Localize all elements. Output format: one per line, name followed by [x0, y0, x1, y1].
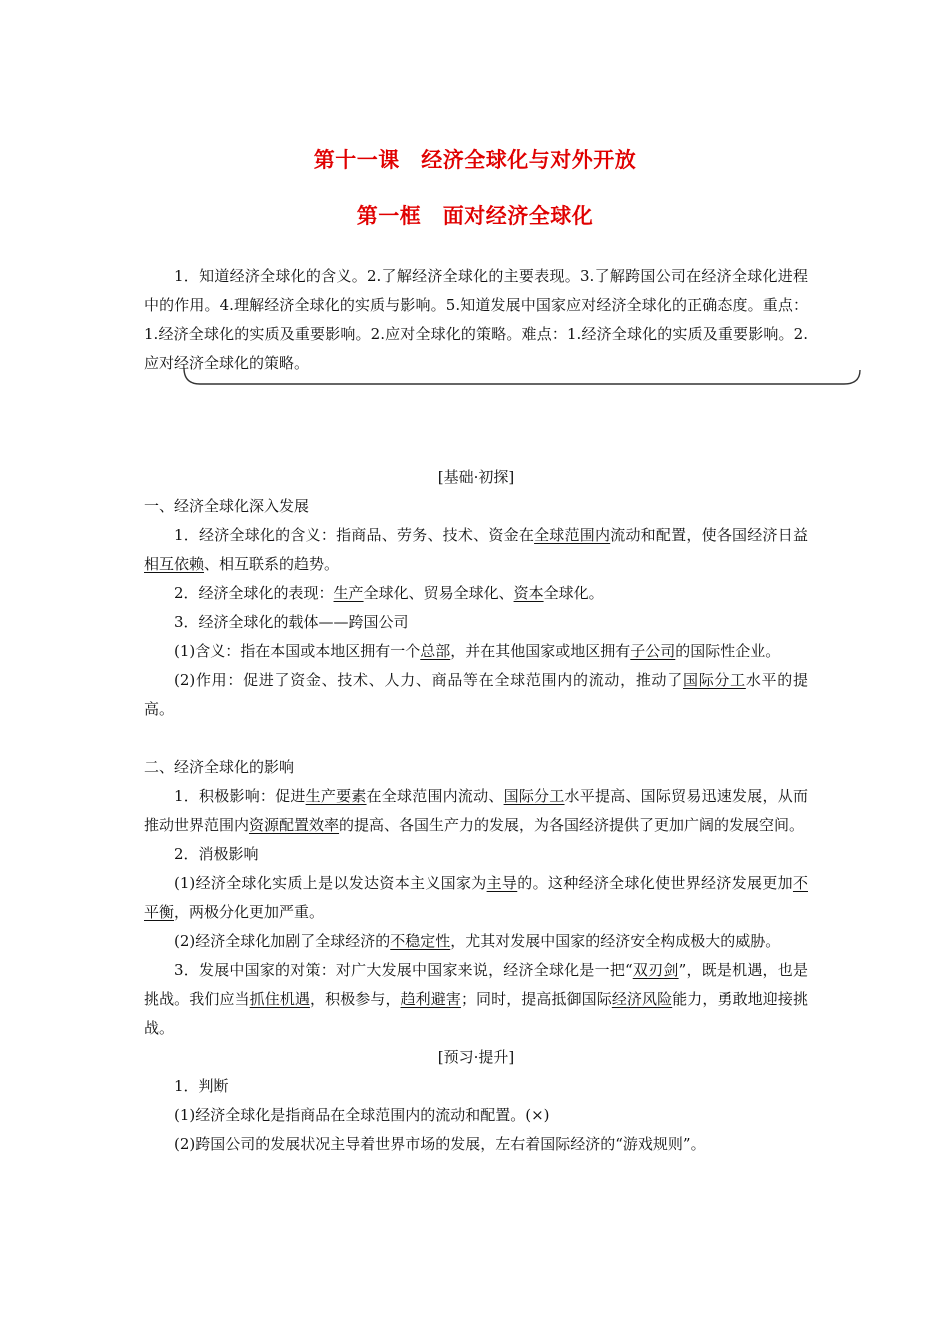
part1-definition: 1．经济全球化的含义：指商品、劳务、技术、资金在全球范围内流动和配置，使各国经济日益相互依赖、相互联系的趋势。 — [144, 526, 808, 573]
blank-answer: 抓住机遇 — [249, 990, 311, 1008]
part1-meaning: (1)含义：指在本国或本地区拥有一个总部，并在其他国家或地区拥有子公司的国际性企业。 — [174, 642, 781, 660]
blank-answer: 主导 — [486, 874, 518, 892]
blank-answer: 子公司 — [630, 642, 676, 660]
objectives-bracket — [180, 366, 864, 392]
main-content — [144, 463, 808, 1159]
blank-answer: 国际分工 — [682, 671, 746, 689]
part1-heading: 一、经济全球化深入发展 — [144, 497, 310, 515]
blank-answer: 总部 — [420, 642, 451, 660]
part1-carrier: 3．经济全球化的载体——跨国公司 — [174, 613, 409, 631]
blank-answer: 生产 — [333, 584, 364, 602]
part2-heading: 二、经济全球化的影响 — [144, 758, 295, 776]
blank-answer: 不平衡 — [144, 874, 808, 921]
judgement-heading: 1．判断 — [174, 1077, 229, 1095]
part2-negative-heading: 2．消极影响 — [174, 845, 259, 863]
section-title: 第一框 面对经济全球化 — [356, 204, 594, 228]
blank-answer: 相互依赖 — [144, 555, 205, 573]
blank-answer: 国际分工 — [503, 787, 565, 805]
blank-answer: 资源配置效率 — [249, 816, 340, 834]
blank-answer: 不稳定性 — [390, 932, 451, 950]
part2-countermeasures: 3．发展中国家的对策：对广大发展中国家来说，经济全球化是一把“双刃剑”，既是机遇，也是挑战。我们应当抓住机遇，积极参与，趋利避害；同时，提高抵御国际经济风险能力，勇敢地迎接挑战。 — [144, 961, 808, 1037]
part2-negative-2: (2)经济全球化加剧了全球经济的不稳定性，尤其对发展中国家的经济安全构成极大的威胁。 — [174, 932, 781, 950]
part1-manifestation: 2．经济全球化的表现：生产全球化、贸易全球化、资本全球化。 — [174, 584, 604, 602]
part2-negative-1: (1)经济全球化实质上是以发达资本主义国家为主导的。这种经济全球化使世界经济发展更加不平衡，两极分化更加严重。 — [144, 874, 808, 921]
blank-answer: 双刃剑 — [632, 961, 679, 979]
judgement-item-1: (1)经济全球化是指商品在全球范围内的流动和配置。(×) — [174, 1106, 550, 1124]
part1-role: (2)作用：促进了资金、技术、人力、商品等在全球范围内的流动，推动了国际分工水平的提高。 — [144, 671, 808, 718]
lesson-title: 第十一课 经济全球化与对外开放 — [313, 148, 637, 172]
blank-answer: 经济风险 — [611, 990, 673, 1008]
learning-objectives: 1．知道经济全球化的含义。2.了解经济全球化的主要表现。3.了解跨国公司在经济全球化进程中的作用。4.理解经济全球化的实质与影响。5.知道发展中国家应对经济全球化的正确态度。重点：1.经济全球化的实质及重要影响。2.应对全球化的策略。难点：1.经济全球化的实质及重要影响。2.应对经济全球化的策略。 — [144, 267, 808, 372]
preview-header: [预习·提升] — [437, 1048, 515, 1066]
part2-positive: 1．积极影响：促进生产要素在全球范围内流动、国际分工水平提高、国际贸易迅速发展，从而推动世界范围内资源配置效率的提高、各国生产力的发展，为各国经济提供了更加广阔的发展空间。 — [144, 787, 808, 834]
judgement-item-2: (2)跨国公司的发展状况主导着世界市场的发展，左右着国际经济的“游戏规则”。 — [174, 1135, 706, 1153]
foundation-header: [基础·初探] — [437, 468, 515, 486]
blank-answer: 全球范围内 — [534, 526, 611, 544]
blank-answer: 资本 — [513, 584, 544, 602]
blank-answer: 趋利避害 — [400, 990, 461, 1008]
blank-answer: 生产要素 — [305, 787, 367, 805]
